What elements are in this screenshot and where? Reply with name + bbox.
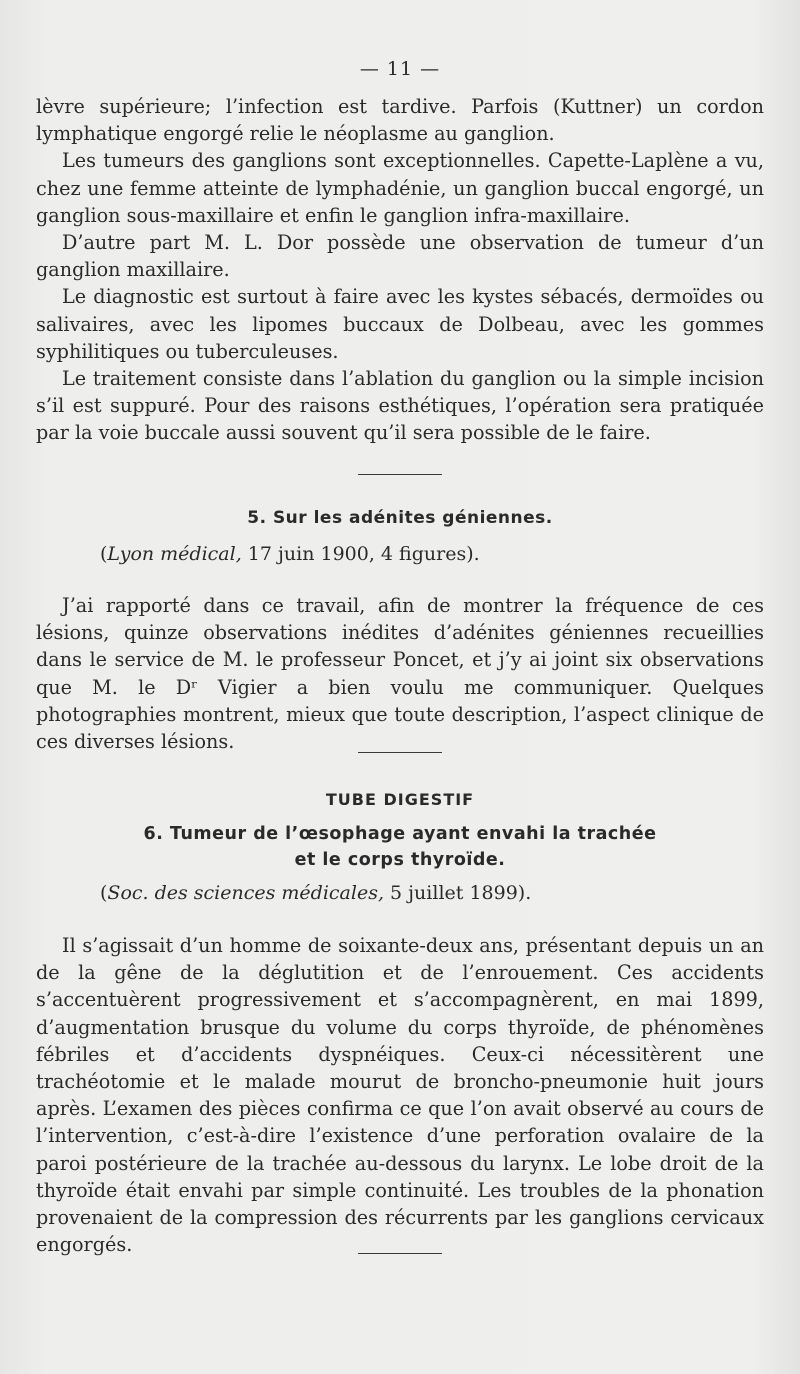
source-open-paren: ( (100, 882, 108, 904)
paragraph: lèvre supérieure; l’infection est tardive. Parfois (Kuttner) un cordon lymphatique engorgé relie le néoplasme au ganglion. (36, 95, 764, 146)
paragraph: Il s’agissait d’un homme de soixante-deux ans, présentant depuis un an de la gêne de la déglutition et de l’enrouement. Ces accidents s’accentuèrent progressivement et s’accompagnèrent, en mai 1899, d’augmentation brusque du volume du corps thyroïde, de phénomènes fébriles et d’accidents dyspnéiques. Ceux-ci nécessitèrent une trachéotomie et le malade mourut de broncho-pneumonie huit jours après. L’examen des pièces confirma ce que l’on avait observé au cours de l’intervention, c’est-à-dire l’existence d’une perforation ovalaire de la paroi postérieure de la trachée au-dessous du larynx. Le lobe droit de la thyroïde était envahi par simple continuité. Les troubles de la phonation provenaient de la compression des récurrents par les ganglions cervicaux engorgés. (36, 934, 764, 1257)
opening-text (36, 93, 764, 447)
paragraph: Le diagnostic est surtout à faire avec les kystes sébacés, dermoïdes ou salivaires, avec les lipomes buccaux de Dolbeau, avec les gommes syphilitiques ou tuberculeuses. (36, 285, 764, 363)
section-5-body (36, 592, 764, 755)
paragraph: Les tumeurs des ganglions sont exceptionnelles. Capette-Laplène a vu, chez une femme atteinte de lymphadénie, un ganglion buccal engorgé, un ganglion sous-maxillaire et enfin le ganglion infra-maxillaire. (36, 149, 764, 227)
section-6-source (100, 882, 531, 904)
section-divider (358, 474, 442, 475)
paragraph: J’ai rapporté dans ce travail, afin de montrer la fréquence de ces lésions, quinze observations inédites d’adénites géniennes recueillies dans le service de M. le professeur Poncet, et j’y ai joint six observations que M. le Dʳ Vigier a bien voulu me communiquer. Quelques photographies montrent, mieux que toute description, l’aspect clinique de ces diverses lésions. (36, 594, 764, 754)
chapter-title: TUBE DIGESTIF (325, 790, 475, 809)
paragraph: D’autre part M. L. Dor possède une observation de tumeur d’un ganglion maxillaire. (36, 231, 764, 282)
section-6-title (0, 821, 800, 873)
source-open-paren: ( (100, 543, 108, 565)
source-journal: Soc. des sciences médicales, (107, 882, 384, 904)
section-6-title-line-2: et le corps thyroïde. (294, 850, 506, 870)
section-6-body (36, 932, 764, 1258)
section-divider (358, 752, 442, 753)
section-5-source (100, 543, 480, 565)
page-number: — 11 — (359, 58, 441, 80)
source-details: 5 juillet 1899). (384, 882, 532, 904)
paragraph: Le traitement consiste dans l’ablation du ganglion ou la simple incision s’il est suppuré. Pour des raisons esthétiques, l’opération sera pratiquée par la voie buccale aussi souvent qu’il sera possible de le faire. (36, 367, 764, 445)
section-divider (358, 1253, 442, 1254)
section-5-title: 5. Sur les adénites géniennes. (247, 508, 553, 528)
source-details: 17 juin 1900, 4 figures). (241, 543, 480, 565)
source-journal: Lyon médical, (107, 543, 242, 565)
section-6-title-line-1: 6. Tumeur de l’œsophage ayant envahi la trachée (143, 824, 657, 844)
